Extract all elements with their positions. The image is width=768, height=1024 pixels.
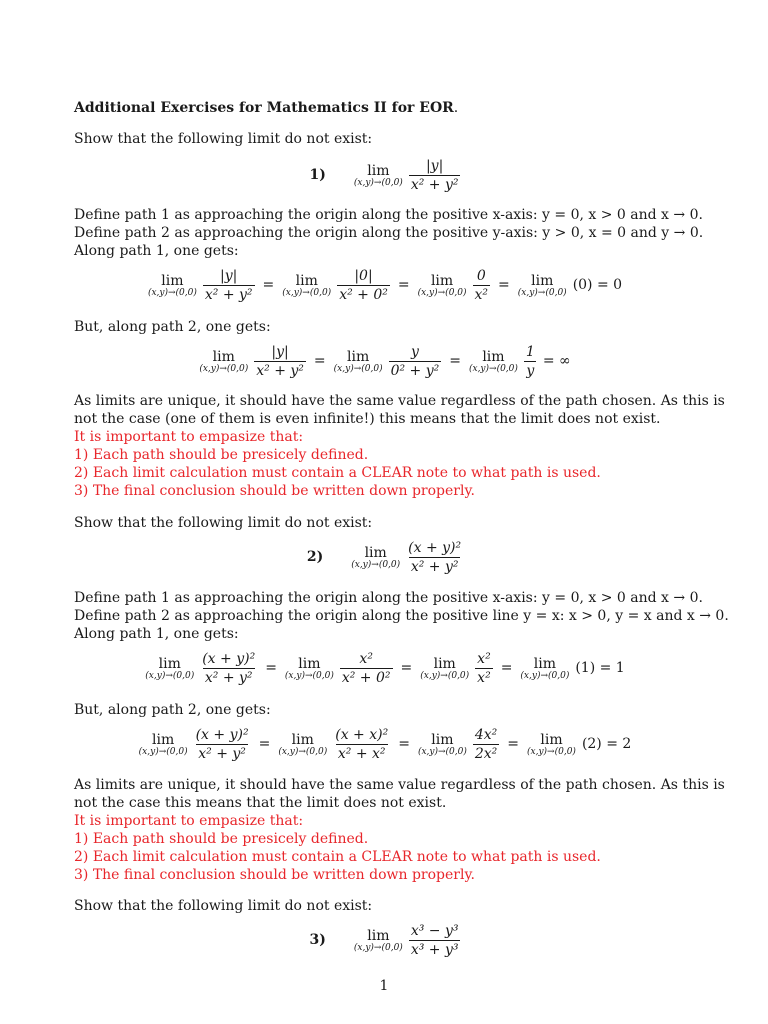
path-definition-1: Define path 1 as approaching the origin along the positive x-axis: y = 0, x > 0 and x → 0. — [74, 207, 703, 223]
conclusion-line-1: As limits are unique, it should have the same value regardless of the path chosen. As this is — [74, 777, 725, 793]
exercise-3-intro: Show that the following limit do not exist: — [74, 898, 373, 914]
note-item: 2) Each limit calculation must contain a CLEAR note to what path is used. — [74, 849, 601, 865]
exercise-1-intro: Show that the following limit do not exist: — [74, 131, 373, 147]
exercise-1-statement — [74, 158, 696, 193]
path-along-label: Along path 1, one gets: — [74, 243, 239, 259]
limit-operator: lim (x,y)→(0,0) — [351, 544, 401, 570]
limit-operator: lim (x,y)→(0,0) — [353, 927, 403, 953]
document-title: Additional Exercises for Mathematics II for EOR. — [74, 100, 459, 116]
conclusion-line-2: not the case (one of them is even infinite!) this means that the limit does not exist. — [74, 411, 661, 427]
note-item: 3) The final conclusion should be written down properly. — [74, 483, 475, 499]
path-along-label: Along path 1, one gets: — [74, 626, 239, 642]
exercise-3-statement — [74, 923, 696, 958]
but-along-label: But, along path 2, one gets: — [74, 702, 271, 718]
conclusion-line-1: As limits are unique, it should have the same value regardless of the path chosen. As this is — [74, 393, 725, 409]
note-item: 1) Each path should be presicely defined. — [74, 831, 369, 847]
page-number: 1 — [379, 978, 389, 994]
note-heading: It is important to empasize that: — [74, 813, 304, 829]
exercise-number: 1) — [309, 167, 326, 184]
note-item: 2) Each limit calculation must contain a CLEAR note to what path is used. — [74, 465, 601, 481]
path-definition-2: Define path 2 as approaching the origin along the positive line y = x: x > 0, y = x and x → 0. — [74, 608, 729, 624]
path-1-calculation: lim (x,y)→(0,0) $\frac{\text{(x + y)²}}{\text{x² + y²}}$ = lim (x,y)→(0,0) $\frac{\text{x²}}{\text{x² + 0²}}$ = lim (x,y)→(0,0) $\frac{\text{x²}}{\text{x²}}$ = lim (x,y)→(0,0) (1) = 1 — [145, 651, 625, 686]
limit-operator: lim (x,y)→(0,0) — [353, 162, 403, 188]
exercise-2-statement — [74, 540, 696, 575]
path-2-calculation: lim (x,y)→(0,0) $\frac{|y|}{\text{x² + y²}}$ = lim (x,y)→(0,0) $\frac{y}{\text{0² + y²}}$ = lim (x,y)→(0,0) $\frac{1}{y}$ = ∞ — [199, 344, 571, 379]
path-2-calculation: lim (x,y)→(0,0) $\frac{\text{(x + y)²}}{\text{x² + y²}}$ = lim (x,y)→(0,0) $\frac{\text{(x + x)²}}{\text{x² + x²}}$ = lim (x,y)→(0,0) $\frac{\text{4x²}}{\text{2x²}}$ = lim (x,y)→(0,0) (2) = 2 — [138, 727, 632, 762]
exercise-number: 2) — [306, 549, 324, 566]
note-item: 1) Each path should be presicely defined. — [74, 447, 369, 463]
limit-expression: $\frac{|y|}{\text{x² + y²}}$ — [410, 158, 459, 193]
exercise-2-intro: Show that the following limit do not exist: — [74, 515, 373, 531]
note-item: 3) The final conclusion should be written down properly. — [74, 867, 475, 883]
exercise-number: 3) — [309, 932, 326, 949]
path-definition-2: Define path 2 as approaching the origin along the positive y-axis: y > 0, x = 0 and y → 0. — [74, 225, 704, 241]
path-1-calculation: lim (x,y)→(0,0) $\frac{|y|}{\text{x² + y²}}$ = lim (x,y)→(0,0) $\frac{|0|}{\text{x² + 0²}}$ = lim (x,y)→(0,0) $\frac{0}{\text{x²}}$ = lim (x,y)→(0,0) (0) = 0 — [147, 268, 623, 303]
limit-expression: $\frac{\text{x³ − y³}}{\text{x³ + y³}}$ — [410, 923, 459, 958]
but-along-label: But, along path 2, one gets: — [74, 319, 271, 335]
limit-expression: $\frac{\text{(x + y)²}}{\text{x² + y²}}$ — [408, 540, 462, 575]
note-heading: It is important to empasize that: — [74, 429, 304, 445]
conclusion-line-2: not the case this means that the limit does not exist. — [74, 795, 447, 811]
path-definition-1: Define path 1 as approaching the origin along the positive x-axis: y = 0, x > 0 and x → 0. — [74, 590, 703, 606]
